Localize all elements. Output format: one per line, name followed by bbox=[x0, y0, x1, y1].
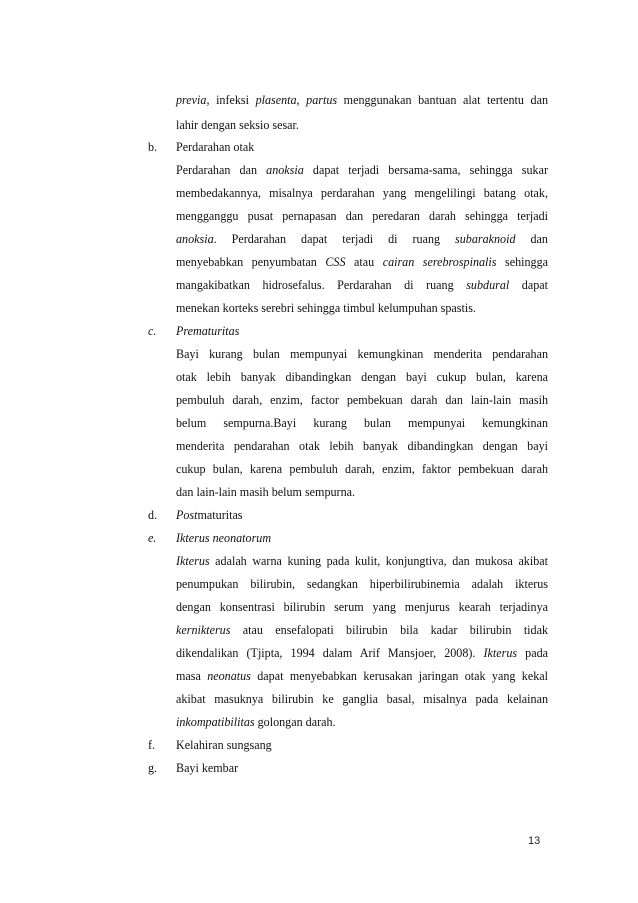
item-label: c. bbox=[148, 324, 157, 338]
item-d-heading bbox=[148, 507, 243, 523]
item-b-line-4 bbox=[176, 231, 548, 247]
italic-term: previa, bbox=[176, 93, 210, 107]
italic-term: anoksia bbox=[176, 232, 214, 246]
text-run: mangakibatkan hidrosefalus. Perdarahan di ruang bbox=[176, 278, 467, 292]
page-number: 13 bbox=[528, 835, 541, 847]
text-run: dapat terjadi bersama-sama, sehingga sukar bbox=[303, 163, 548, 177]
text-run: pada bbox=[517, 646, 549, 660]
item-e-line-3: dengan konsentrasi bilirubin serum yang menjurus kearah terjadinya bbox=[176, 600, 548, 614]
item-e-line-4 bbox=[176, 622, 548, 638]
item-c-line-3: pembuluh darah, enzim, factor pembekuan darah dan lain-lain masih bbox=[176, 393, 548, 407]
item-c-line-2: otak lebih banyak dibandingkan dengan bayi cukup bulan, karena bbox=[176, 370, 548, 384]
text-run: atau bbox=[345, 255, 383, 269]
item-e-line-7: akibat masuknya bilirubin ke ganglia basal, misalnya pada kelainan bbox=[176, 692, 548, 706]
item-b-line-3: mengganggu pusat pernapasan dan peredaran darah sehingga terjadi bbox=[176, 209, 548, 223]
text-run: dapat menyebabkan kerusakan jaringan otak yang kekal bbox=[250, 669, 548, 683]
item-e-line-8 bbox=[176, 714, 548, 730]
item-title: Prematuritas bbox=[176, 324, 240, 338]
item-c-heading bbox=[148, 323, 239, 339]
text-run: sehingga bbox=[496, 255, 548, 269]
item-c-line-6: cukup bulan, karena pembuluh darah, enzim, faktor pembekuan darah bbox=[176, 462, 548, 476]
item-c-line-1: Bayi kurang bulan mempunyai kemungkinan menderita pendarahan bbox=[176, 347, 548, 361]
italic-term: subdural bbox=[466, 278, 510, 292]
italic-term: cairan serebrospinalis bbox=[382, 255, 497, 269]
item-e-line-5 bbox=[176, 645, 548, 661]
italic-term: CSS bbox=[325, 255, 346, 269]
text-run: infeksi bbox=[209, 93, 256, 107]
item-b-line-6 bbox=[176, 277, 548, 293]
item-label: g. bbox=[148, 761, 158, 775]
italic-term: Ikterus bbox=[483, 646, 518, 660]
text-run: dapat bbox=[509, 278, 548, 292]
italic-term: subaraknoid bbox=[455, 232, 516, 246]
item-e-line-6 bbox=[176, 668, 548, 684]
italic-term: neonatus bbox=[207, 669, 251, 683]
intro-line-2: lahir dengan seksio sesar. bbox=[176, 118, 299, 132]
italic-term: plasenta, partus bbox=[255, 93, 338, 107]
item-title: Kelahiran sungsang bbox=[176, 738, 272, 752]
text-run: atau ensefalopati bilirubin bila kadar bilirubin tidak bbox=[230, 623, 548, 637]
item-label: e. bbox=[148, 531, 157, 545]
text-run: menggunakan bantuan alat tertentu dan bbox=[337, 93, 548, 107]
item-b-line-1 bbox=[176, 162, 548, 178]
item-b-line-2: membedakannya, misalnya perdarahan yang mengelilingi batang otak, bbox=[176, 186, 548, 200]
item-c-line-4: belum sempurna.Bayi kurang bulan mempunyai kemungkinan bbox=[176, 416, 548, 430]
item-title: Perdarahan otak bbox=[176, 140, 255, 154]
item-f-heading bbox=[148, 737, 272, 753]
text-run: dikendalikan (Tjipta, 1994 dalam Arif Mansjoer, 2008). bbox=[176, 646, 484, 660]
italic-term: anoksia bbox=[266, 163, 304, 177]
item-b-heading bbox=[148, 139, 254, 155]
text-run: . Perdarahan dapat terjadi di ruang bbox=[213, 232, 456, 246]
item-g-heading bbox=[148, 760, 238, 776]
item-b-line-5 bbox=[176, 254, 548, 270]
item-c-line-7: dan lain-lain masih belum sempurna. bbox=[176, 485, 356, 499]
text-run: golongan darah. bbox=[254, 715, 336, 729]
item-e-line-1 bbox=[176, 553, 548, 569]
item-label: d. bbox=[148, 508, 158, 522]
italic-term: inkompatibilitas bbox=[176, 715, 255, 729]
text-run: dan bbox=[515, 232, 548, 246]
item-title: maturitas bbox=[197, 508, 243, 522]
item-title: Bayi kembar bbox=[176, 761, 239, 775]
item-c-line-5: menderita pendarahan otak lebih banyak dibandingkan dengan bayi bbox=[176, 439, 548, 453]
item-label: b. bbox=[148, 140, 158, 154]
intro-line-1 bbox=[176, 92, 548, 108]
text-run: adalah warna kuning pada kulit, konjungtiva, dan mukosa akibat bbox=[209, 554, 548, 568]
item-e-heading bbox=[148, 530, 271, 546]
item-title: Ikterus neonatorum bbox=[176, 531, 272, 545]
text-run: Perdarahan dan bbox=[176, 163, 267, 177]
text-run: masa bbox=[176, 669, 208, 683]
italic-term: kernikterus bbox=[176, 623, 231, 637]
item-label: f. bbox=[148, 738, 156, 752]
italic-term: Ikterus bbox=[176, 554, 210, 568]
item-b-line-7: menekan korteks serebri sehingga timbul kelumpuhan spastis. bbox=[176, 301, 476, 315]
text-run: menyebabkan penyumbatan bbox=[176, 255, 326, 269]
item-title-italic: Post bbox=[176, 508, 198, 522]
item-e-line-2: penumpukan bilirubin, sedangkan hiperbilirubinemia adalah ikterus bbox=[176, 577, 548, 591]
